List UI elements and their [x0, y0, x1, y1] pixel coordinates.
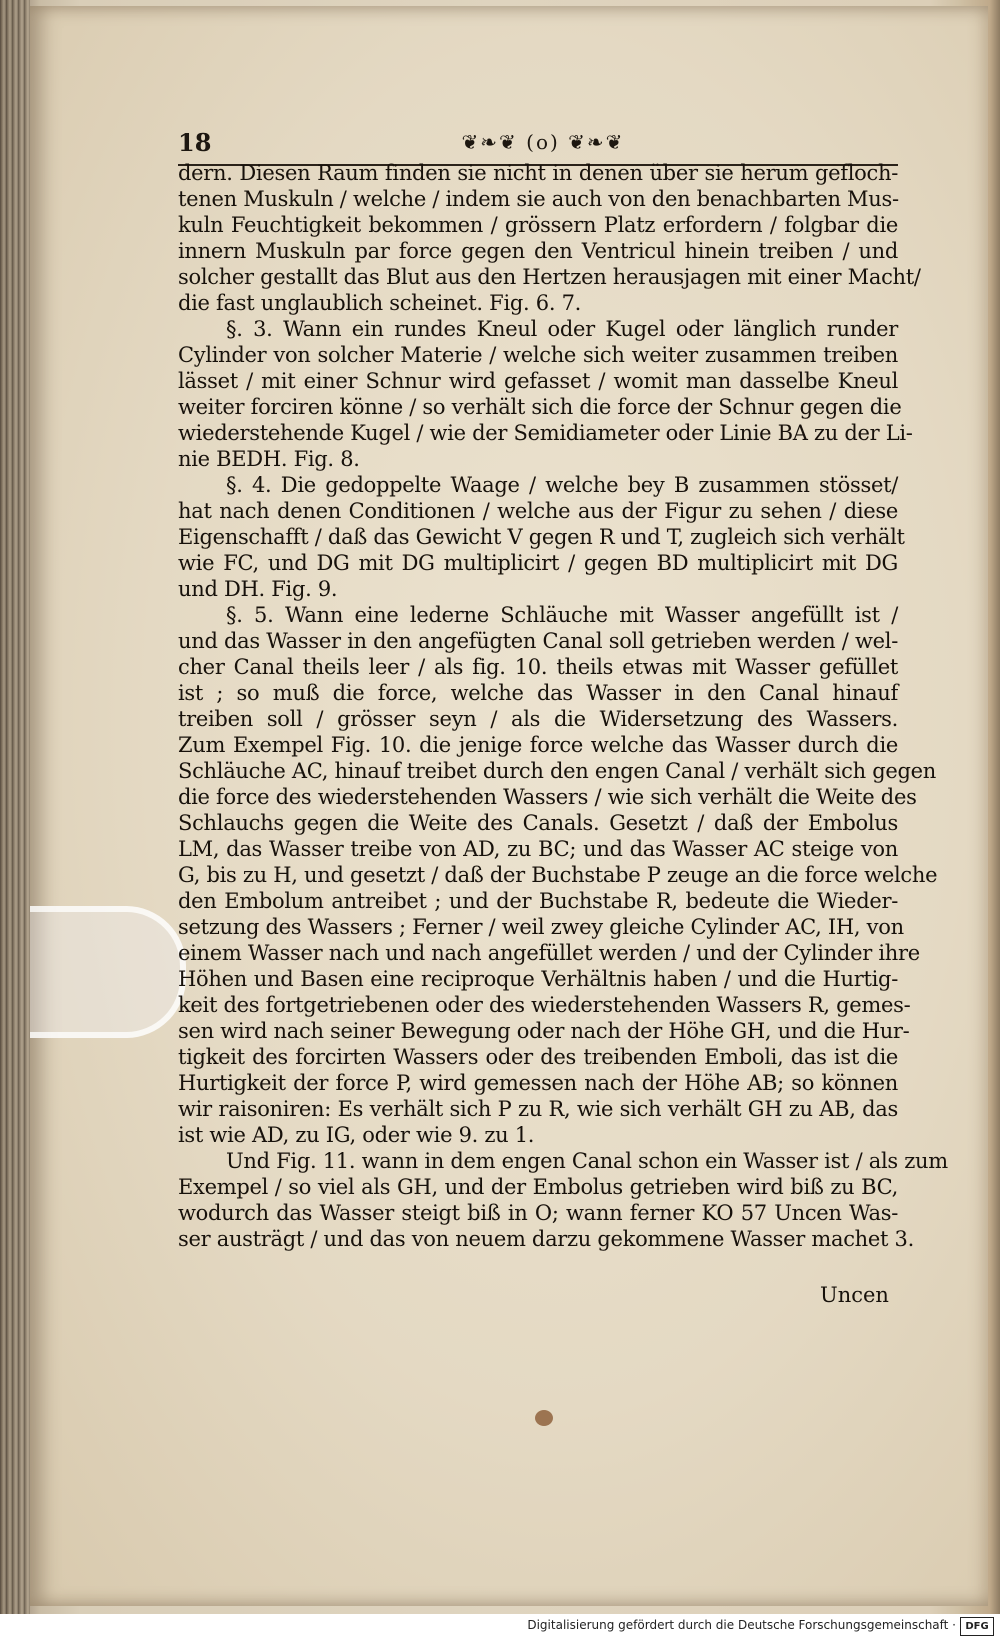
- text-line: Höhen und Basen eine reciproque Verhältnis haben / und die Hurtig-: [178, 967, 898, 991]
- footer-bar: [0, 1614, 1000, 1639]
- text-line: lässet / mit einer Schnur wird gefasset / womit man dasselbe Kneul: [178, 369, 898, 393]
- text-line: wodurch das Wasser steigt biß in O; wann ferner KO 57 Uncen Was-: [178, 1201, 898, 1225]
- text-line: innern Muskuln par force gegen den Ventricul hinein treiben / und: [178, 239, 898, 263]
- text-line: Cylinder von solcher Materie / welche sich weiter zusammen treiben: [178, 343, 898, 367]
- text-line: setzung des Wassers ; Ferner / weil zwey gleiche Cylinder AC, IH, von: [178, 915, 904, 939]
- text-line: Eigenschafft / daß das Gewicht V gegen R und T, zugleich sich verhält: [178, 525, 905, 549]
- text-line: sen wird nach seiner Bewegung oder nach der Höhe GH, und die Hur-: [178, 1019, 910, 1043]
- text-line: ser austrägt / und das von neuem darzu gekommene Wasser machet 3.: [178, 1227, 914, 1251]
- text-line: ist wie AD, zu IG, oder wie 9. zu 1.: [178, 1123, 535, 1147]
- text-line: Schlauchs gegen die Weite des Canals. Gesetzt / daß der Embolus: [178, 811, 898, 835]
- header-ornament: ❦❧❦ (o) ❦❧❦: [461, 130, 625, 154]
- text-line: die fast unglaublich scheinet. Fig. 6. 7.: [178, 291, 582, 315]
- text-line: ist ; so muß die force, welche das Wasser in den Canal hinauf: [178, 681, 898, 705]
- body-text: [178, 160, 948, 1252]
- text-line: cher Canal theils leer / als fig. 10. theils etwas mit Wasser gefüllet: [178, 655, 898, 679]
- text-line: wie FC, und DG mit DG multiplicirt / gegen BD multiplicirt mit DG: [178, 551, 898, 575]
- text-line: den Embolum antreibet ; und der Buchstabe R, bedeute die Wieder-: [178, 889, 898, 913]
- text-line: nie BEDH. Fig. 8.: [178, 447, 360, 471]
- text-line: die force des wiederstehenden Wassers / wie sich verhält die Weite des: [178, 785, 917, 809]
- page-number: 18: [178, 128, 212, 157]
- text-line: tenen Muskuln / welche / indem sie auch von den benachbarten Mus-: [178, 187, 899, 211]
- paper-clip: [30, 906, 186, 1038]
- text-line: Schläuche AC, hinauf treibet durch den engen Canal / verhält sich gegen: [178, 759, 936, 783]
- text-line: Zum Exempel Fig. 10. die jenige force welche das Wasser durch die: [178, 733, 898, 757]
- footer-credit: Digitalisierung gefördert durch die Deutsche Forschungsgemeinschaft ·: [527, 1618, 956, 1632]
- page-edges: [0, 0, 30, 1614]
- text-line: dern. Diesen Raum finden sie nicht in denen über sie herum gefloch-: [178, 161, 898, 185]
- text-line: §. 3. Wann ein rundes Kneul oder Kugel oder länglich runder: [226, 317, 898, 341]
- text-line: G, bis zu H, und gesetzt / daß der Buchstabe P zeuge an die force welche: [178, 863, 938, 887]
- catchword: Uncen: [820, 1283, 889, 1307]
- text-line: und DH. Fig. 9.: [178, 577, 338, 601]
- text-line: §. 5. Wann eine lederne Schläuche mit Wasser angefüllt ist /: [226, 603, 898, 627]
- text-line: wir raisoniren: Es verhält sich P zu R, wie sich verhält GH zu AB, das: [178, 1097, 898, 1121]
- text-line: Und Fig. 11. wann in dem engen Canal schon ein Wasser ist / als zum: [226, 1149, 948, 1173]
- text-line: weiter forciren könne / so verhält sich die force der Schnur gegen die: [178, 395, 902, 419]
- text-line: tigkeit des forcirten Wassers oder des treibenden Emboli, das ist die: [178, 1045, 898, 1069]
- text-line: LM, das Wasser treibe von AD, zu BC; und das Wasser AC steige von: [178, 837, 898, 861]
- text-line: §. 4. Die gedoppelte Waage / welche bey B zusammen stösset/: [226, 473, 898, 497]
- ink-stain: [535, 1410, 553, 1426]
- text-line: einem Wasser nach und nach angefüllet werden / und der Cylinder ihre: [178, 941, 920, 965]
- text-line: treiben soll / grösser seyn / als die Widersetzung des Wassers.: [178, 707, 898, 731]
- text-line: kuln Feuchtigkeit bekommen / grössern Platz erfordern / folgbar die: [178, 213, 898, 237]
- text-line: und das Wasser in den angefügten Canal soll getrieben werden / wel-: [178, 629, 898, 653]
- text-line: keit des fortgetriebenen oder des wiederstehenden Wassers R, gemes-: [178, 993, 911, 1017]
- text-line: Hurtigkeit der force P, wird gemessen nach der Höhe AB; so können: [178, 1071, 898, 1095]
- text-line: wiederstehende Kugel / wie der Semidiameter oder Linie BA zu der Li-: [178, 421, 913, 445]
- text-line: Exempel / so viel als GH, und der Embolus getrieben wird biß zu BC,: [178, 1175, 898, 1199]
- text-line: hat nach denen Conditionen / welche aus der Figur zu sehen / diese: [178, 499, 898, 523]
- dfg-logo: DFG: [960, 1617, 994, 1636]
- text-line: solcher gestallt das Blut aus den Hertzen herausjagen mit einer Macht/: [178, 265, 921, 289]
